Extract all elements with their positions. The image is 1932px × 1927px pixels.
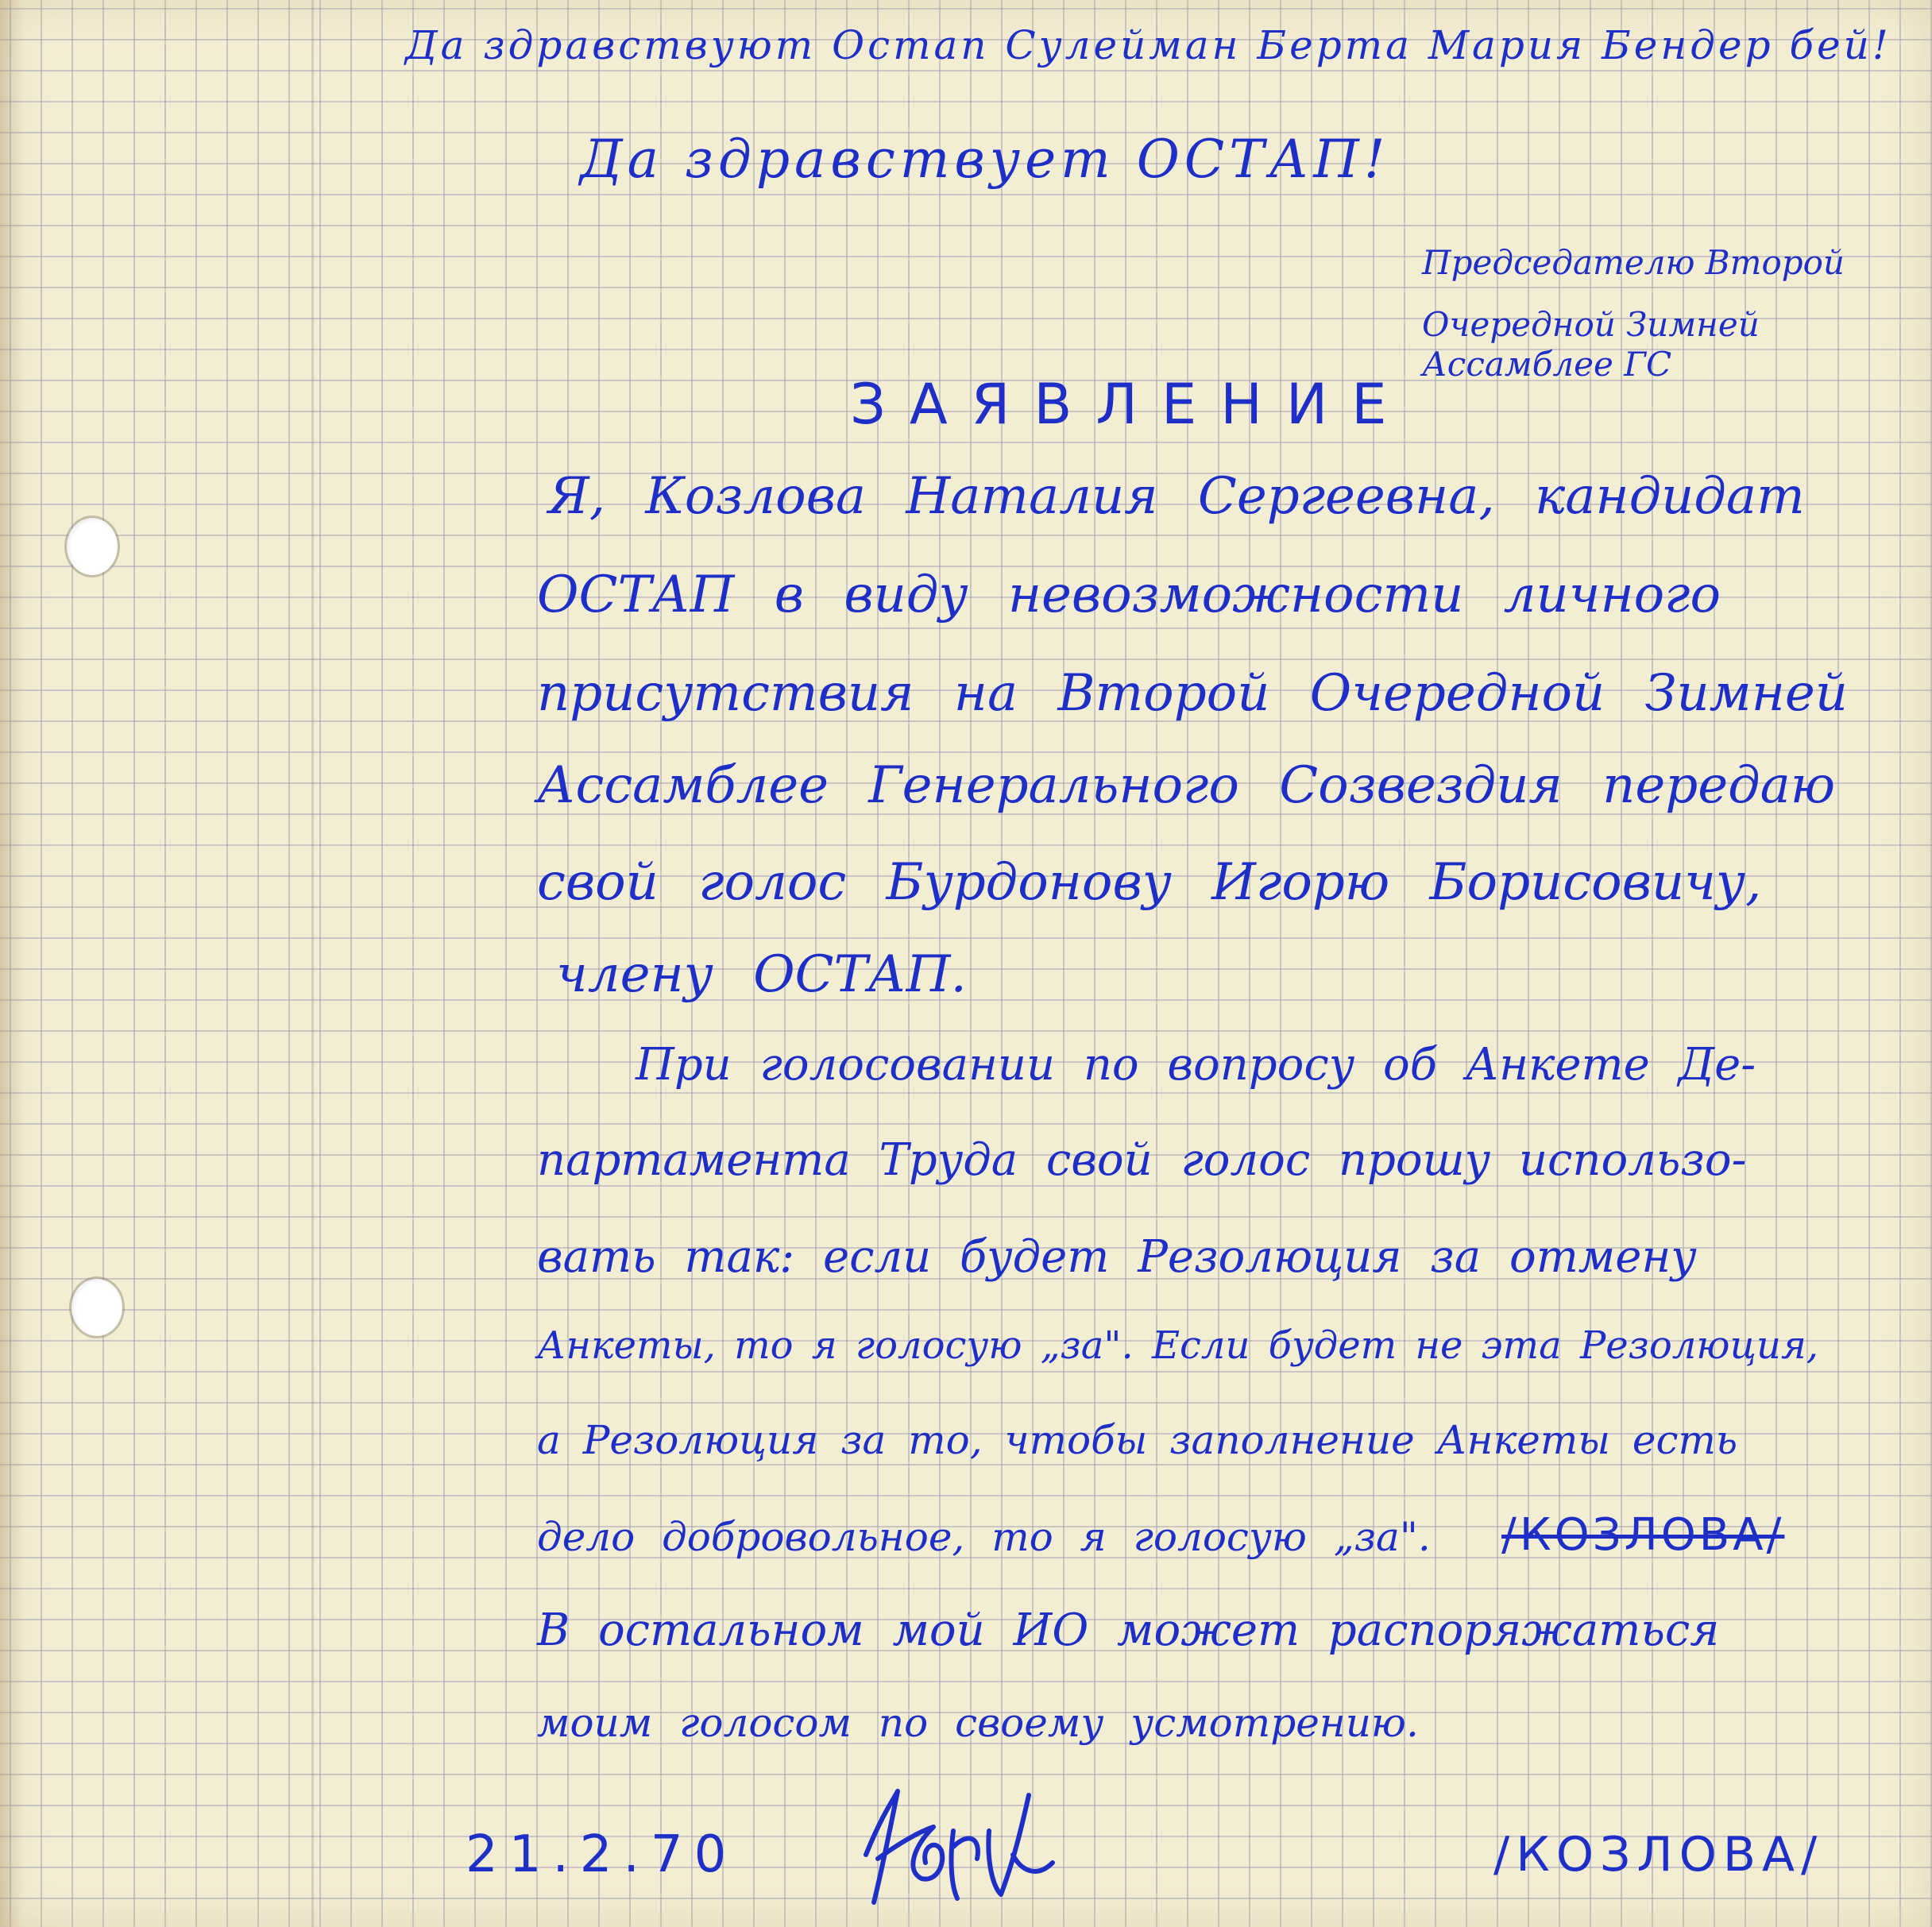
body-line: моим голосом по своему усмотрению. (537, 1700, 1419, 1746)
document-title: ЗАЯВЛЕНИЕ (850, 372, 1411, 437)
addressee-line-3: Ассамблее ГС (1422, 345, 1672, 384)
body-line: свой голос Бурдонову Игорю Борисовичу, (537, 853, 1762, 912)
document-date: 21.2.70 (466, 1825, 738, 1884)
body-line: партамента Труда свой голос прошу использо- (537, 1134, 1747, 1186)
body-line: В остальном мой ИО может распоряжаться (537, 1605, 1720, 1656)
body-line: члену ОСТАП. (556, 945, 967, 1004)
margin-line (311, 0, 314, 1927)
addressee-line-2: Очередной Зимней (1422, 305, 1760, 344)
body-line: Ассамблее Генерального Созвездия передаю (537, 756, 1836, 815)
struck-out-name: /КОЗЛОВА/ (1501, 1509, 1785, 1561)
body-line: присутствия на Второй Очередной Зимней (537, 664, 1848, 723)
punch-hole-bottom (71, 1279, 122, 1336)
body-line: вать так: если будет Резолюция за отмену (537, 1231, 1697, 1283)
punch-hole-top (67, 518, 118, 575)
handwritten-signature (850, 1783, 1065, 1910)
body-line: ОСТАП в виду невозможности личного (537, 566, 1721, 624)
addressee-line-1: Председателю Второй (1422, 243, 1845, 282)
body-line: Я, Козлова Наталия Сергеевна, кандидат (548, 467, 1805, 526)
header-line-2: Да здравствует ОСТАП! (580, 129, 1390, 190)
body-line: Анкеты, то я голосую „за". Если будет не эта Резолюция, (537, 1323, 1818, 1368)
printed-name: /КОЗЛОВА/ (1493, 1827, 1824, 1883)
header-line-1: Да здравствуют Остап Сулейман Берта Мария Бендер бей! (405, 22, 1891, 68)
body-line: а Резолюция за то, чтобы заполнение Анкеты есть (537, 1417, 1738, 1463)
body-line: дело добровольное, то я голосую „за". (537, 1514, 1431, 1560)
paper-edge-shading (0, 0, 24, 1927)
body-line: При голосовании по вопросу об Анкете Де- (636, 1039, 1756, 1091)
